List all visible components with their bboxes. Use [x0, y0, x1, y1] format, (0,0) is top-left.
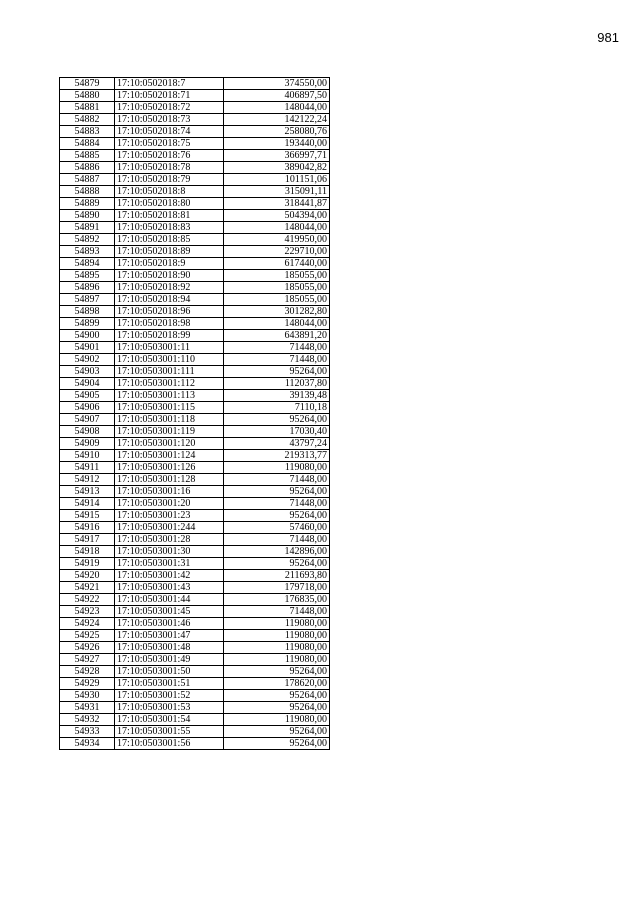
- cadastral-number-cell: 17:10:0502018:78: [115, 162, 224, 174]
- cadastral-value-cell: 185055,00: [224, 294, 330, 306]
- cadastral-number-cell: 17:10:0503001:51: [115, 678, 224, 690]
- cadastral-number-cell: 17:10:0503001:20: [115, 498, 224, 510]
- row-number-cell: 54893: [60, 246, 115, 258]
- table-row: [60, 390, 330, 402]
- cadastral-value-cell: 119080,00: [224, 654, 330, 666]
- cadastral-number-cell: 17:10:0503001:113: [115, 390, 224, 402]
- table-row: [60, 222, 330, 234]
- row-number-cell: 54925: [60, 630, 115, 642]
- row-number-cell: 54933: [60, 726, 115, 738]
- row-number-cell: 54917: [60, 534, 115, 546]
- table-row: [60, 474, 330, 486]
- cadastral-number-cell: 17:10:0503001:11: [115, 342, 224, 354]
- table-row: [60, 246, 330, 258]
- cadastral-number-cell: 17:10:0502018:92: [115, 282, 224, 294]
- cadastral-value-cell: 71448,00: [224, 606, 330, 618]
- cadastral-number-cell: 17:10:0503001:110: [115, 354, 224, 366]
- row-number-cell: 54907: [60, 414, 115, 426]
- table-row: [60, 606, 330, 618]
- cadastral-number-cell: 17:10:0503001:111: [115, 366, 224, 378]
- row-number-cell: 54934: [60, 738, 115, 750]
- row-number-cell: 54885: [60, 150, 115, 162]
- cadastral-value-cell: 374550,00: [224, 78, 330, 90]
- table-row: [60, 570, 330, 582]
- table-row: [60, 270, 330, 282]
- cadastral-value-cell: 95264,00: [224, 726, 330, 738]
- table-row: [60, 210, 330, 222]
- row-number-cell: 54901: [60, 342, 115, 354]
- cadastral-value-cell: 95264,00: [224, 702, 330, 714]
- cadastral-value-cell: 148044,00: [224, 222, 330, 234]
- table-row: [60, 126, 330, 138]
- cadastral-value-cell: 301282,80: [224, 306, 330, 318]
- row-number-cell: 54906: [60, 402, 115, 414]
- cadastral-value-cell: 406897,50: [224, 90, 330, 102]
- row-number-cell: 54899: [60, 318, 115, 330]
- row-number-cell: 54926: [60, 642, 115, 654]
- cadastral-value-cell: 318441,87: [224, 198, 330, 210]
- cadastral-value-cell: 71448,00: [224, 498, 330, 510]
- table-row: [60, 174, 330, 186]
- row-number-cell: 54891: [60, 222, 115, 234]
- row-number-cell: 54924: [60, 618, 115, 630]
- table-row: [60, 738, 330, 750]
- row-number-cell: 54886: [60, 162, 115, 174]
- table-row: [60, 234, 330, 246]
- cadastral-value-cell: 176835,00: [224, 594, 330, 606]
- cadastral-number-cell: 17:10:0503001:31: [115, 558, 224, 570]
- row-number-cell: 54913: [60, 486, 115, 498]
- table-row: [60, 666, 330, 678]
- cadastral-number-cell: 17:10:0502018:90: [115, 270, 224, 282]
- table-row: [60, 366, 330, 378]
- cadastral-value-cell: 193440,00: [224, 138, 330, 150]
- cadastral-value-cell: 119080,00: [224, 630, 330, 642]
- row-number-cell: 54927: [60, 654, 115, 666]
- row-number-cell: 54881: [60, 102, 115, 114]
- row-number-cell: 54905: [60, 390, 115, 402]
- cadastral-value-cell: 504394,00: [224, 210, 330, 222]
- table-row: [60, 498, 330, 510]
- row-number-cell: 54890: [60, 210, 115, 222]
- cadastral-number-cell: 17:10:0503001:50: [115, 666, 224, 678]
- cadastral-number-cell: 17:10:0503001:120: [115, 438, 224, 450]
- table-row: [60, 102, 330, 114]
- cadastral-number-cell: 17:10:0502018:81: [115, 210, 224, 222]
- cadastral-value-cell: 315091,11: [224, 186, 330, 198]
- cadastral-number-cell: 17:10:0503001:124: [115, 450, 224, 462]
- table-row: [60, 462, 330, 474]
- table-row: [60, 150, 330, 162]
- cadastral-value-cell: 219313,77: [224, 450, 330, 462]
- cadastral-value-cell: 119080,00: [224, 642, 330, 654]
- table-row: [60, 678, 330, 690]
- row-number-cell: 54915: [60, 510, 115, 522]
- cadastral-number-cell: 17:10:0503001:118: [115, 414, 224, 426]
- table-row: [60, 522, 330, 534]
- cadastral-value-cell: 95264,00: [224, 414, 330, 426]
- row-number-cell: 54879: [60, 78, 115, 90]
- row-number-cell: 54887: [60, 174, 115, 186]
- cadastral-number-cell: 17:10:0503001:28: [115, 534, 224, 546]
- row-number-cell: 54919: [60, 558, 115, 570]
- row-number-cell: 54922: [60, 594, 115, 606]
- cadastral-value-cell: 95264,00: [224, 486, 330, 498]
- cadastral-value-cell: 95264,00: [224, 690, 330, 702]
- row-number-cell: 54900: [60, 330, 115, 342]
- table-row: [60, 534, 330, 546]
- table-row: [60, 582, 330, 594]
- cadastral-number-cell: 17:10:0502018:99: [115, 330, 224, 342]
- cadastral-number-cell: 17:10:0503001:112: [115, 378, 224, 390]
- table-row: [60, 450, 330, 462]
- cadastral-number-cell: 17:10:0503001:119: [115, 426, 224, 438]
- table-row: [60, 354, 330, 366]
- cadastral-number-cell: 17:10:0502018:96: [115, 306, 224, 318]
- table-row: [60, 162, 330, 174]
- cadastral-number-cell: 17:10:0503001:44: [115, 594, 224, 606]
- cadastral-number-cell: 17:10:0503001:128: [115, 474, 224, 486]
- cadastral-value-cell: 185055,00: [224, 270, 330, 282]
- cadastral-number-cell: 17:10:0503001:244: [115, 522, 224, 534]
- row-number-cell: 54898: [60, 306, 115, 318]
- row-number-cell: 54931: [60, 702, 115, 714]
- cadastral-number-cell: 17:10:0502018:74: [115, 126, 224, 138]
- cadastral-number-cell: 17:10:0503001:45: [115, 606, 224, 618]
- row-number-cell: 54921: [60, 582, 115, 594]
- cadastral-number-cell: 17:10:0502018:83: [115, 222, 224, 234]
- cadastral-number-cell: 17:10:0502018:75: [115, 138, 224, 150]
- table-row: [60, 702, 330, 714]
- cadastral-value-cell: 71448,00: [224, 534, 330, 546]
- cadastral-value-cell: 95264,00: [224, 558, 330, 570]
- table-row: [60, 90, 330, 102]
- cadastral-number-cell: 17:10:0503001:115: [115, 402, 224, 414]
- cadastral-value-cell: 95264,00: [224, 366, 330, 378]
- cadastral-value-cell: 39139,48: [224, 390, 330, 402]
- cadastral-number-cell: 17:10:0502018:89: [115, 246, 224, 258]
- row-number-cell: 54918: [60, 546, 115, 558]
- row-number-cell: 54929: [60, 678, 115, 690]
- cadastral-value-cell: 179718,00: [224, 582, 330, 594]
- cadastral-value-cell: 95264,00: [224, 510, 330, 522]
- cadastral-number-cell: 17:10:0503001:16: [115, 486, 224, 498]
- row-number-cell: 54894: [60, 258, 115, 270]
- row-number-cell: 54932: [60, 714, 115, 726]
- row-number-cell: 54896: [60, 282, 115, 294]
- cadastral-value-cell: 17030,40: [224, 426, 330, 438]
- cadastral-value-cell: 643891,20: [224, 330, 330, 342]
- row-number-cell: 54911: [60, 462, 115, 474]
- cadastral-value-cell: 119080,00: [224, 462, 330, 474]
- cadastral-number-cell: 17:10:0502018:94: [115, 294, 224, 306]
- cadastral-number-cell: 17:10:0502018:71: [115, 90, 224, 102]
- table-row: [60, 414, 330, 426]
- cadastral-number-cell: 17:10:0502018:85: [115, 234, 224, 246]
- cadastral-value-cell: 419950,00: [224, 234, 330, 246]
- row-number-cell: 54883: [60, 126, 115, 138]
- table-row: [60, 78, 330, 90]
- table-row: [60, 294, 330, 306]
- cadastral-number-cell: 17:10:0503001:48: [115, 642, 224, 654]
- cadastral-value-cell: 7110,18: [224, 402, 330, 414]
- table-row: [60, 426, 330, 438]
- table-row: [60, 402, 330, 414]
- cadastral-value-cell: 148044,00: [224, 318, 330, 330]
- table-row: [60, 318, 330, 330]
- cadastral-number-cell: 17:10:0503001:54: [115, 714, 224, 726]
- table-row: [60, 558, 330, 570]
- row-number-cell: 54912: [60, 474, 115, 486]
- cadastral-value-cell: 617440,00: [224, 258, 330, 270]
- table-row: [60, 546, 330, 558]
- row-number-cell: 54908: [60, 426, 115, 438]
- row-number-cell: 54920: [60, 570, 115, 582]
- cadastral-value-cell: 71448,00: [224, 474, 330, 486]
- table-row: [60, 438, 330, 450]
- cadastral-number-cell: 17:10:0503001:46: [115, 618, 224, 630]
- table-row: [60, 138, 330, 150]
- table-body: [60, 78, 330, 750]
- cadastral-value-cell: 101151,06: [224, 174, 330, 186]
- table-row: [60, 282, 330, 294]
- table-row: [60, 486, 330, 498]
- table-row: [60, 186, 330, 198]
- cadastral-number-cell: 17:10:0502018:9: [115, 258, 224, 270]
- cadastral-number-cell: 17:10:0503001:49: [115, 654, 224, 666]
- cadastral-number-cell: 17:10:0502018:7: [115, 78, 224, 90]
- row-number-cell: 54897: [60, 294, 115, 306]
- table-row: [60, 642, 330, 654]
- table-row: [60, 654, 330, 666]
- row-number-cell: 54903: [60, 366, 115, 378]
- row-number-cell: 54892: [60, 234, 115, 246]
- table-row: [60, 594, 330, 606]
- row-number-cell: 54902: [60, 354, 115, 366]
- row-number-cell: 54930: [60, 690, 115, 702]
- cadastral-value-cell: 119080,00: [224, 618, 330, 630]
- row-number-cell: 54923: [60, 606, 115, 618]
- row-number-cell: 54880: [60, 90, 115, 102]
- cadastral-number-cell: 17:10:0503001:56: [115, 738, 224, 750]
- table-row: [60, 690, 330, 702]
- cadastral-value-cell: 229710,00: [224, 246, 330, 258]
- table-row: [60, 726, 330, 738]
- cadastral-value-cell: 258080,76: [224, 126, 330, 138]
- cadastral-value-cell: 389042,82: [224, 162, 330, 174]
- cadastral-value-cell: 43797,24: [224, 438, 330, 450]
- table-row: [60, 618, 330, 630]
- cadastral-value-cell: 178620,00: [224, 678, 330, 690]
- cadastral-value-table: [59, 77, 330, 750]
- cadastral-value-cell: 119080,00: [224, 714, 330, 726]
- cadastral-value-cell: 71448,00: [224, 342, 330, 354]
- table-row: [60, 306, 330, 318]
- row-number-cell: 54895: [60, 270, 115, 282]
- cadastral-number-cell: 17:10:0502018:76: [115, 150, 224, 162]
- cadastral-number-cell: 17:10:0502018:98: [115, 318, 224, 330]
- cadastral-number-cell: 17:10:0502018:8: [115, 186, 224, 198]
- table-row: [60, 198, 330, 210]
- table-row: [60, 378, 330, 390]
- row-number-cell: 54882: [60, 114, 115, 126]
- cadastral-number-cell: 17:10:0503001:53: [115, 702, 224, 714]
- row-number-cell: 54889: [60, 198, 115, 210]
- table-row: [60, 510, 330, 522]
- table-row: [60, 342, 330, 354]
- cadastral-value-cell: 185055,00: [224, 282, 330, 294]
- cadastral-number-cell: 17:10:0503001:52: [115, 690, 224, 702]
- cadastral-number-cell: 17:10:0503001:42: [115, 570, 224, 582]
- row-number-cell: 54916: [60, 522, 115, 534]
- cadastral-number-cell: 17:10:0503001:126: [115, 462, 224, 474]
- row-number-cell: 54904: [60, 378, 115, 390]
- cadastral-number-cell: 17:10:0502018:73: [115, 114, 224, 126]
- row-number-cell: 54884: [60, 138, 115, 150]
- cadastral-value-cell: 366997,71: [224, 150, 330, 162]
- cadastral-number-cell: 17:10:0503001:47: [115, 630, 224, 642]
- cadastral-value-cell: 142122,24: [224, 114, 330, 126]
- cadastral-number-cell: 17:10:0503001:30: [115, 546, 224, 558]
- row-number-cell: 54928: [60, 666, 115, 678]
- cadastral-number-cell: 17:10:0503001:55: [115, 726, 224, 738]
- row-number-cell: 54910: [60, 450, 115, 462]
- cadastral-number-cell: 17:10:0503001:43: [115, 582, 224, 594]
- cadastral-value-cell: 148044,00: [224, 102, 330, 114]
- table-row: [60, 330, 330, 342]
- cadastral-value-cell: 71448,00: [224, 354, 330, 366]
- table-row: [60, 630, 330, 642]
- page-number: 981: [597, 30, 619, 45]
- cadastral-number-cell: 17:10:0502018:79: [115, 174, 224, 186]
- cadastral-value-cell: 142896,00: [224, 546, 330, 558]
- cadastral-value-cell: 112037,80: [224, 378, 330, 390]
- row-number-cell: 54914: [60, 498, 115, 510]
- cadastral-value-cell: 211693,80: [224, 570, 330, 582]
- cadastral-value-cell: 95264,00: [224, 666, 330, 678]
- cadastral-value-cell: 57460,00: [224, 522, 330, 534]
- cadastral-value-cell: 95264,00: [224, 738, 330, 750]
- row-number-cell: 54909: [60, 438, 115, 450]
- cadastral-number-cell: 17:10:0503001:23: [115, 510, 224, 522]
- row-number-cell: 54888: [60, 186, 115, 198]
- cadastral-number-cell: 17:10:0502018:80: [115, 198, 224, 210]
- cadastral-number-cell: 17:10:0502018:72: [115, 102, 224, 114]
- table-row: [60, 114, 330, 126]
- table-row: [60, 258, 330, 270]
- table-row: [60, 714, 330, 726]
